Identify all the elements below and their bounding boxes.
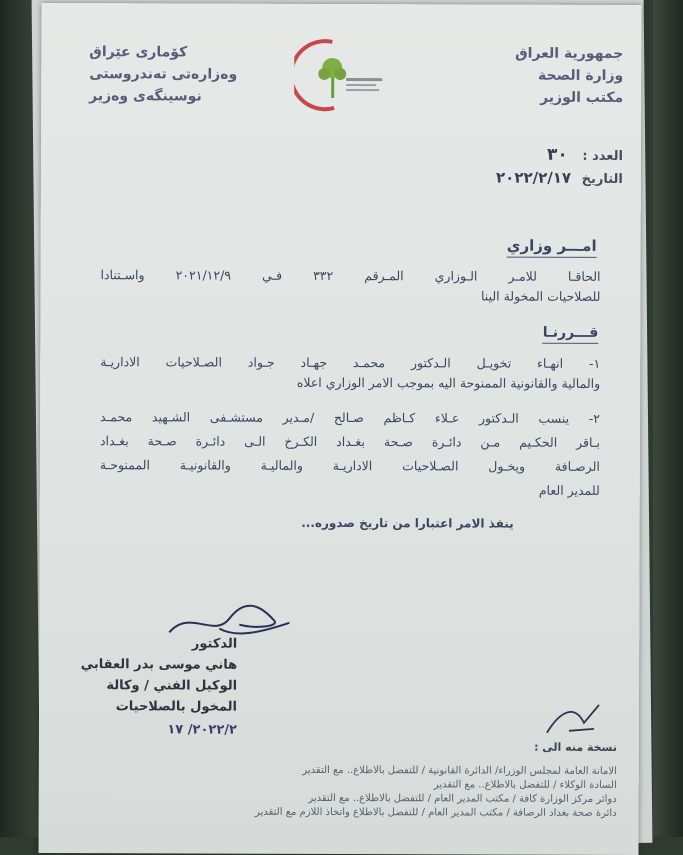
signature-line: الدكتور <box>191 636 238 652</box>
signature-date: ٢٠٢٢/٢/ ١٧ <box>167 722 237 738</box>
item-line: ١- انهـاء تخويـل الـدكتور محمـد جهـاد جـواد الصـلاحيات الاداريـة <box>100 354 601 371</box>
decided-text: قـــررنـا <box>542 324 599 341</box>
signature-line: هاني موسى بدر العقابي <box>80 657 238 673</box>
order-title-text: امـــر وزاري <box>506 236 597 255</box>
background-right <box>653 0 683 837</box>
header-arabic-line: وزارة الصحة <box>538 67 624 84</box>
number-label: العدد : <box>582 148 623 164</box>
document-page <box>39 3 642 855</box>
item-line: للمدير العام <box>538 482 600 498</box>
execution-note: ينفذ الامر اعتبارا من تاريخ صدوره... <box>301 515 514 531</box>
order-item-2 <box>100 407 600 501</box>
decided-heading <box>543 325 599 344</box>
header-arabic <box>515 43 623 109</box>
copy-item: دوائر مركز الوزارة كافة / مكتب المدير العام / للتفضل بالاطلاع.. مع التقدير <box>308 792 617 805</box>
signature-line: المخول بالصلاحيات <box>115 699 238 715</box>
ministry-logo-icon <box>294 34 389 114</box>
signature-line: الوكيل الفني / وكالة <box>106 678 238 694</box>
copy-item: الامانة العامة لمجلس الوزراء/ الدائرة القانونية / للتفضل بالاطلاع.. مع التقدير <box>302 764 617 777</box>
decided-underline <box>543 343 599 344</box>
order-title <box>507 237 597 258</box>
header-kurdish-line: نوسینگەی وەزیر <box>89 88 202 105</box>
item-line: ٢- ينسب الـدكتور عـلاء كـاظم صـالح /مـدير مستشـفى الشـهيد محمـد <box>100 409 601 426</box>
copy-list <box>255 764 617 821</box>
date-value: ٢٠٢٢/٢/١٧ <box>496 168 572 187</box>
order-item-1 <box>100 352 600 394</box>
item-line: الرصـافة ويخـول الصـلاحيات الاداريـة والماليـة والقانونيـة الممنوحـة <box>99 457 600 474</box>
header-kurdish-line: وەزارەتی تەندروستی <box>89 66 238 83</box>
copy-item: دائرة صحة بغداد الرصافة / مكتب المدير العام / للتفضل بالاطلاع واتخاذ اللازم مع التقدير <box>255 806 617 819</box>
intro-line: الحاقـا للامـر الـوزاري المـرقم ٣٣٢ فـي ٢٠٢١/١٢/٩ واسـتنادا <box>100 267 601 284</box>
header-kurdish <box>89 41 237 108</box>
header-arabic-line: مكتب الوزير <box>540 89 624 106</box>
item-line: والمالية والقانونية الممنوحة اليه بموجب الامر الوزاري اعلاه <box>296 374 601 391</box>
item-line: بـاقر الحكـيم مـن دائـرة صـحة بغـداد الكـرخ الـى دائـرة صـحة بغـداد <box>99 433 600 450</box>
document-number <box>547 145 623 165</box>
header-kurdish-line: كۆماری عێراق <box>89 44 188 61</box>
copy-item: السادة الوكلاء / للتفضل بالاطلاع.. مع التقدير <box>433 779 617 791</box>
signature-block <box>80 633 237 741</box>
number-value: ٣٠ <box>547 144 568 165</box>
header-arabic-line: جمهورية العراق <box>515 45 624 62</box>
intro-line: للصلاحيات المخولة الينا <box>480 288 601 304</box>
copy-heading: نسخة منه الى : <box>534 740 617 754</box>
initials-scribble-icon <box>539 693 609 743</box>
title-underline <box>507 257 597 258</box>
document-date <box>496 169 623 187</box>
date-label: التاريخ <box>581 171 623 187</box>
intro-paragraph <box>100 265 600 307</box>
